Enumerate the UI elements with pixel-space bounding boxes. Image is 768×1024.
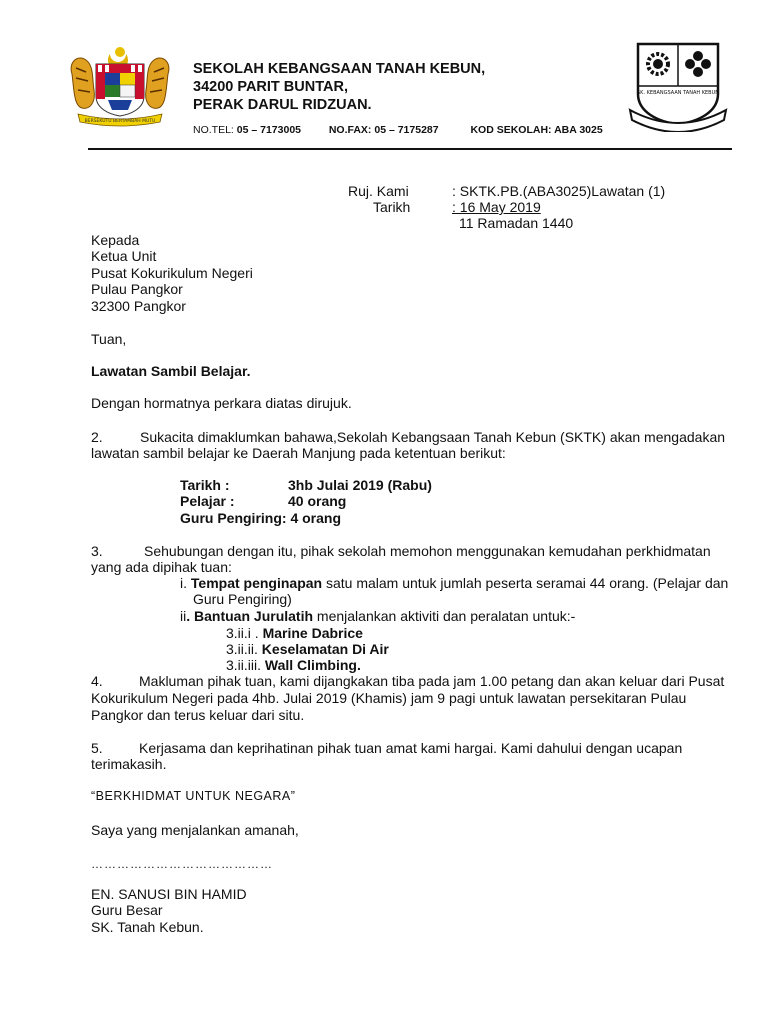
signature-line: ……………………………………: [91, 857, 273, 871]
activity-name: Wall Climbing.: [264, 657, 361, 673]
recipient-line: Ketua Unit: [91, 248, 157, 264]
activity-number: 3.ii.ii.: [226, 641, 258, 657]
detail-students-label: Pelajar :: [180, 493, 235, 509]
header-divider: [88, 148, 732, 150]
salutation: Tuan,: [91, 331, 127, 347]
fax-value: 05 – 7175287: [374, 124, 439, 136]
activity-item: [226, 657, 361, 674]
detail-teachers: Guru Pengiring: 4 orang: [180, 510, 342, 526]
recipient-line: 32300 Pangkor: [91, 298, 186, 314]
activity-item: [226, 625, 363, 642]
motto: “BERKHIDMAT UNTUK NEGARA”: [91, 789, 296, 803]
service-item-2-title: . Bantuan Jurulatih: [186, 608, 314, 624]
activity-number: 3.ii.iii.: [226, 657, 262, 673]
tel-value: 05 – 7173005: [236, 124, 301, 136]
recipient-line: Pulau Pangkor: [91, 281, 183, 297]
detail-date-value: 3hb Julai 2019 (Rabu): [288, 477, 432, 493]
reference-label: Ruj. Kami: [348, 183, 409, 199]
service-item-2: [180, 608, 575, 625]
date-label: Tarikh: [373, 199, 411, 215]
school-code-label: KOD SEKOLAH:: [470, 124, 552, 136]
svg-text:SK. KEBANGSAAN TANAH KEBUN: SK. KEBANGSAAN TANAH KEBUN: [637, 90, 719, 96]
detail-date-label: Tarikh :: [180, 477, 230, 493]
recipient-line: Pusat Kokurikulum Negeri: [91, 265, 253, 281]
signatory-school: SK. Tanah Kebun.: [91, 919, 204, 935]
school-contact-line: [193, 124, 603, 136]
service-item-1-number: i.: [180, 575, 187, 591]
paragraph-4-line: Makluman pihak tuan, kami dijangkakan tiba pada jam 1.00 petang dan akan keluar dari Pusat: [139, 673, 725, 689]
activity-name: Keselamatan Di Air: [261, 641, 389, 657]
signatory-name: EN. SANUSI BIN HAMID: [91, 886, 247, 902]
subject-line: Lawatan Sambil Belajar.: [91, 363, 251, 379]
service-item-1-text: satu malam untuk jumlah peserta seramai 44 orang. (Pelajar dan: [322, 575, 729, 591]
paragraph-3-line: Sehubungan dengan itu, pihak sekolah memohon menggunakan kemudahan perkhidmatan: [144, 543, 711, 559]
malaysia-coat-of-arms: [64, 44, 176, 128]
service-item-1-title: Tempat penginapan: [190, 575, 323, 591]
paragraph-4-line: Kokurikulum Negeri pada 4hb. Julai 2019 (Khamis) jam 9 pagi untuk lawatan persekitaran Pulau: [91, 690, 687, 706]
school-address-line-1: 34200 PARIT BUNTAR,: [193, 79, 348, 95]
activity-number: 3.ii.i .: [226, 625, 259, 641]
service-item-2-text: menjalankan aktiviti dan peralatan untuk:-: [313, 608, 576, 624]
paragraph-2-number: 2.: [91, 429, 103, 445]
detail-students-value: 40 orang: [288, 493, 347, 509]
service-item-1-continued: Guru Pengiring): [193, 591, 292, 607]
service-item-1: [180, 575, 728, 592]
signatory-title: Guru Besar: [91, 902, 163, 918]
fax-label: NO.FAX:: [328, 124, 372, 136]
paragraph-2-line: lawatan sambil belajar ke Daerah Manjung pada ketentuan berikut:: [91, 445, 506, 461]
paragraph-1: Dengan hormatnya perkara diatas dirujuk.: [91, 395, 352, 411]
paragraph-2-line: Sukacita dimaklumkan bahawa,Sekolah Kebangsaan Tanah Kebun (SKTK) akan mengadakan: [140, 429, 726, 445]
paragraph-4-line: Pangkor dan terus keluar dari situ.: [91, 707, 305, 723]
school-code-value: ABA 3025: [554, 124, 603, 136]
closing-phrase: Saya yang menjalankan amanah,: [91, 822, 299, 838]
reference-value: : SKTK.PB.(ABA3025)Lawatan (1): [452, 183, 666, 199]
school-address-line-2: PERAK DARUL RIDZUAN.: [193, 97, 372, 113]
svg-text:BERSEKUTU BERTAMBAH MUTU: BERSEKUTU BERTAMBAH MUTU: [84, 119, 156, 124]
paragraph-4-number: 4.: [91, 673, 103, 689]
school-name: SEKOLAH KEBANGSAAN TANAH KEBUN,: [193, 61, 486, 77]
school-crest: [626, 40, 730, 132]
paragraph-5-line: terimakasih.: [91, 756, 167, 772]
paragraph-5-line: Kerjasama dan keprihatinan pihak tuan amat kami hargai. Kami dahului dengan ucapan: [139, 740, 683, 756]
service-item-2-number: ii: [180, 608, 187, 624]
paragraph-3-line: yang ada dipihak tuan:: [91, 559, 232, 575]
date-value: : 16 May 2019: [452, 199, 541, 215]
hijri-date: 11 Ramadan 1440: [459, 215, 574, 231]
recipient-line: Kepada: [91, 232, 140, 248]
paragraph-5-number: 5.: [91, 740, 103, 756]
tel-label: NO.TEL:: [193, 124, 234, 136]
paragraph-3-number: 3.: [91, 543, 103, 559]
activity-item: [226, 641, 389, 658]
activity-name: Marine Dabrice: [262, 625, 363, 641]
